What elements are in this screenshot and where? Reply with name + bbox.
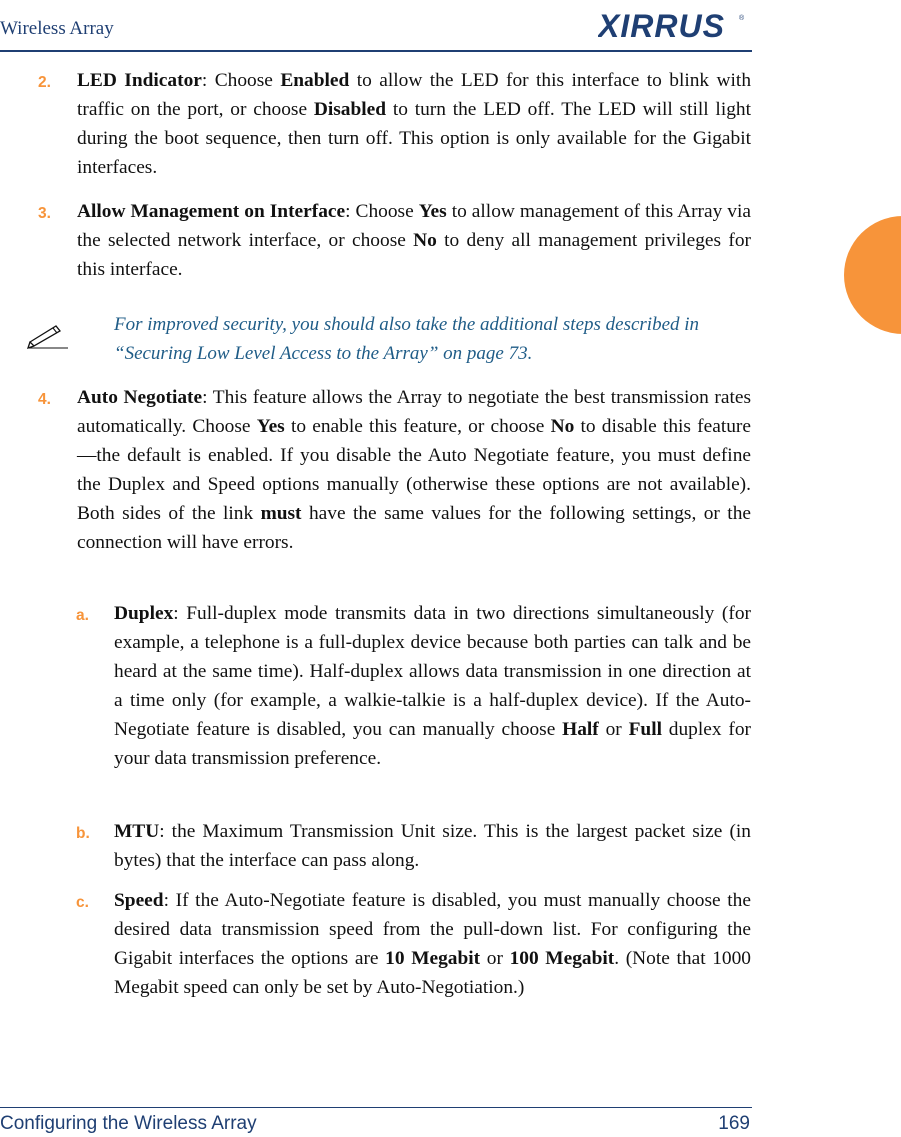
svg-text:®: ®: [739, 15, 745, 22]
text-run: to disable this feature—the default is enabled. If you disable the Auto Negotiate feature, you must define the Duplex and Speed options manually (otherwise these options are not available). Both sides of the link: [77, 416, 751, 524]
pencil-note-icon: [26, 320, 70, 350]
text-run: : This feature allows the Array to negotiate the best transmission rates automatically. Choose: [77, 387, 751, 437]
xirrus-logo: [598, 10, 746, 42]
bold-term: No: [413, 230, 437, 251]
bold-term: MTU: [114, 821, 160, 842]
bold-term: 100 Megabit: [509, 948, 615, 969]
text-run: have the same values for the following settings, or the connection will have errors.: [77, 503, 751, 553]
bold-term: Duplex: [114, 603, 174, 624]
header-divider: [0, 50, 752, 52]
bold-term: Enabled: [280, 70, 350, 91]
security-note: For improved security, you should also take the additional steps described in “Securing Low Level Access to the Array” on page 73.: [114, 314, 700, 364]
text-run: : Choose: [345, 201, 419, 222]
text-run: . (Note that 1000 Megabit speed can only be set by Auto-Negotiation.): [114, 948, 751, 998]
bold-term: Full: [628, 719, 662, 740]
chapter-tab-marker: [844, 216, 901, 334]
list-item-text: [114, 599, 751, 773]
bold-term: Yes: [256, 416, 285, 437]
bold-term: Disabled: [313, 99, 387, 120]
bold-term: Auto Negotiate: [77, 387, 203, 408]
bold-term: Allow Management on Interface: [77, 201, 346, 222]
list-item-text: [77, 66, 751, 182]
sub-item-speed: [76, 886, 751, 1002]
text-run: : If the Auto-Negotiate feature is disabled, you must manually choose the desired data transmission speed from the pull-down list. For configuring the Gigabit interfaces the options are: [114, 890, 751, 969]
text-run: to turn the LED off. The LED will still light during the boot sequence, then turn off. This option is only available for the Gigabit interfaces.: [77, 99, 751, 178]
list-item-text: [77, 383, 751, 557]
list-item-text: [77, 197, 751, 284]
list-number: 4.: [38, 391, 51, 408]
text-run: duplex for your data transmission preference.: [114, 719, 751, 769]
bold-term: Speed: [114, 890, 164, 911]
bold-term: Yes: [418, 201, 447, 222]
page-number: 169: [718, 1113, 750, 1134]
bold-term: No: [550, 416, 575, 437]
text-run: to enable this feature, or choose: [284, 416, 551, 437]
list-letter: c.: [76, 894, 89, 911]
bold-term: LED Indicator: [77, 70, 202, 91]
text-run: : the Maximum Transmission Unit size. This is the largest packet size (in bytes) that the interface can pass along.: [114, 821, 751, 871]
text-run: to allow management of this Array via the selected network interface, or choose: [77, 201, 751, 251]
list-letter: a.: [76, 607, 89, 624]
text-run: or: [480, 948, 510, 969]
sub-item-mtu: [76, 817, 751, 875]
list-item-auto-negotiate: [38, 383, 751, 557]
bold-term: must: [260, 503, 302, 524]
list-item-allow-management: [38, 197, 751, 284]
text-run: or: [598, 719, 629, 740]
list-item-led-indicator: [38, 66, 752, 182]
footer-divider: [0, 1107, 752, 1108]
text-run: to deny all management privileges for this interface.: [77, 230, 751, 280]
text-run: : Full-duplex mode transmits data in two directions simultaneously (for example, a telephone is a full-duplex device because both parties can talk and be heard at the same time). Half-duplex allows data transmission in one direction at a time only (for example, a walkie-talkie is a half-duplex device). If the Auto-Negotiate feature is disabled, you can manually choose: [114, 603, 751, 740]
sub-item-duplex: [76, 599, 751, 773]
bold-term: Half: [562, 719, 599, 740]
footer-section-title: Configuring the Wireless Array: [0, 1113, 257, 1134]
list-item-text: [114, 817, 751, 875]
running-header-title: Wireless Array: [0, 18, 114, 39]
list-item-text: [114, 886, 751, 1002]
list-letter: b.: [76, 825, 90, 842]
text-run: : Choose: [201, 70, 281, 91]
list-number: 2.: [38, 74, 51, 91]
svg-text:XIRRUS: XIRRUS: [598, 10, 725, 42]
bold-term: 10 Megabit: [385, 948, 481, 969]
list-number: 3.: [38, 205, 51, 222]
text-run: to allow the LED for this interface to blink with traffic on the port, or choose: [77, 70, 752, 120]
